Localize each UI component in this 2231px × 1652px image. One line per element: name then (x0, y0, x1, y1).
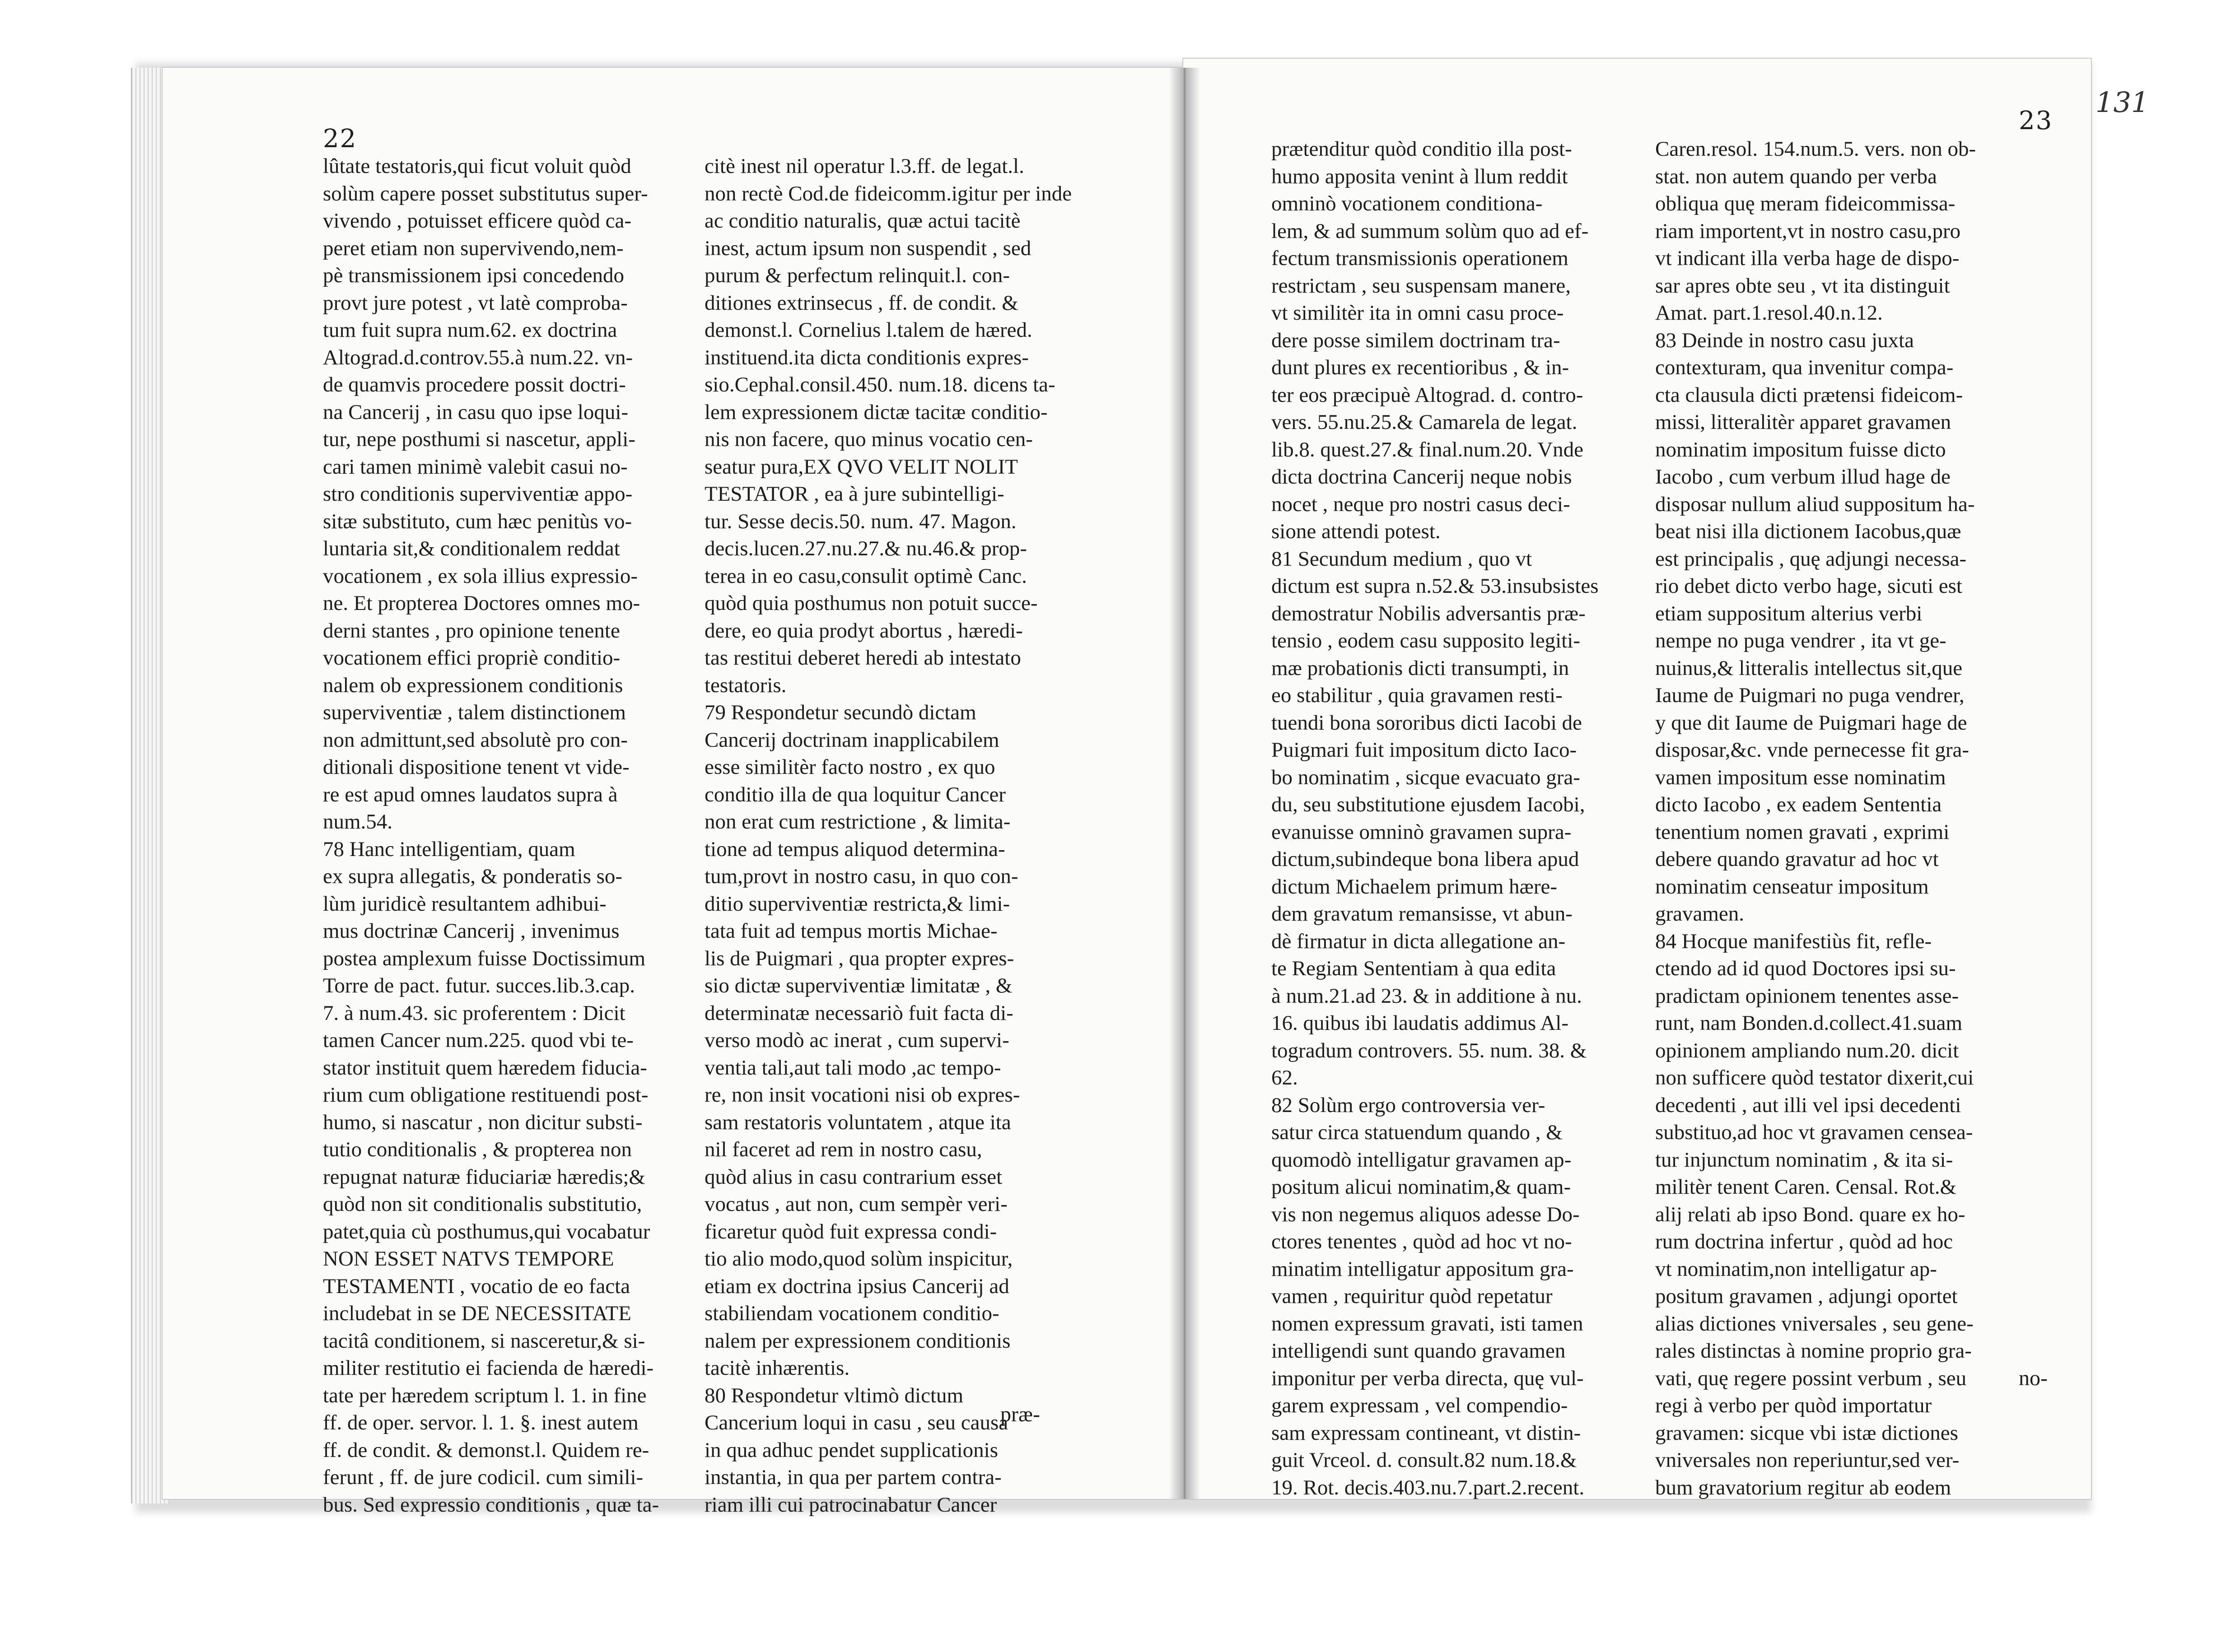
catchword-left: præ- (1000, 1402, 1040, 1426)
catchword-right: no- (2019, 1366, 2048, 1390)
column-text: Caren.resol. 154.num.5. vers. non ob- stat. non autem quando per verba obliqua quę meram fideicommissa- riam importent,vt in nostro casu,pro vt indicant illa verba hage de dispo- sar apres obte seu , vt ita distinguit Amat. part.1.resol.40.n.12. 83 Deinde in nostro casu juxta contexturam, qua invenitur compa- cta clausula dicti prætensi fideicom- missi, litteralitèr apparet gravamen nominatim impositum fuisse dicto Iacobo , cum verbum illud hage de disposar nullum aliud suppositum ha- beat nisi illa dictionem Iacobus,quæ est principalis , quę adjungi necessa- rio debet dicto verbo hage, sicuti est etiam suppositum alterius verbi nempe no puga vendrer , ita vt ge- nuinus,& litteralis intellectus sit,que Iaume de Puigmari no puga vendrer, y que dit Iaume de Puigmari hage de disposar,&c. vnde pernecesse fit gra- vamen impositum esse nominatim dicto Iacobo , ex eadem Sententia tenentium nomen gravati , exprimi debere quando gravatur ad hoc vt nominatim censeatur impositum gravamen. 84 Hocque manifestiùs fit, refle- ctendo ad id quod Doctores ipsi su- pradictam opinionem tenentes asse- runt, nam Bonden.d.collect.41.suam opinionem ampliando num.20. dicit non sufficere quòd testator dixerit,cui decedenti , aut illi vel ipsi decedenti substituo,ad hoc vt gravamen censea- tur injunctum nominatim , & ita si- militèr tenent Caren. Censal. Rot.& alij relati ab ipso Bond. quare ex ho- rum doctrina infertur , quòd ad hoc vt nominatim,non intelligatur ap- positum gravamen , adjungi oportet alias dictiones vniversales , seu gene- rales distinctas à nomine proprio gra- vati, quę regere possint verbum , seu regi à verbo per quòd importatur gravamen: sicque vbi istæ dictiones vniversales non reperiuntur,sed ver- bum gravatorium regitur ab eodem (1655, 137, 1976, 1499)
column-left-1 (323, 153, 689, 1517)
column-text: prætenditur quòd conditio illa post- humo apposita venint à llum reddit omninò vocationem conditiona- lem, & ad summum solùm quo ad ef- fectum transmissionis operationem restrictam , seu suspensam manere, vt similitèr ita in omni casu proce- dere posse similem doctrinam tra- dunt plures ex recentioribus , & in- ter eos præcipuè Altograd. d. contro- vers. 55.nu.25.& Camarela de legat. lib.8. quest.27.& final.num.20. Vnde dicta doctrina Cancerij neque nobis nocet , neque pro nostri casus deci- sione attendi potest. 81 Secundum medium , quo vt dictum est supra n.52.& 53.insubsistes demostratur Nobilis adversantis præ- tensio , eodem casu supposito legiti- mæ probationis dicti transumpti, in eo stabilitur , quia gravamen resti- tuendi bona sororibus dicti Iacobi de Puigmari fuit impositum dicto Iaco- bo nominatim , sicque evacuato gra- du, seu substitutione ejusdem Iacobi, evanuisse omninò gravamen supra- dictum,subindeque bona libera apud dictum Michaelem primum hære- dem gravatum remansisse, vt abun- dè firmatur in dicta allegatione an- te Regiam Sententiam à qua edita à num.21.ad 23. & in additione à nu. 16. quibus ibi laudatis addimus Al- togradum controvers. 55. num. 38. & 62. 82 Solùm ergo controversia ver- satur circa statuendum quando , & quomodò intelligatur gravamen ap- positum alicui nominatim,& quam- vis non negemus aliquos adesse Do- ctores tenentes , quòd ad hoc vt no- minatim intelligatur appositum gra- vamen , requiritur quòd repetatur nomen expressum gravati, isti tamen intelligendi sunt quando gravamen imponitur per verba directa, quę vul- garem expressam , vel compendio- sam expressam contineant, vt distin- guit Vrceol. d. consult.82 num.18.& 19. Rot. decis.403.nu.7.part.2.recent. (1271, 137, 1599, 1499)
column-right-2 (1655, 135, 2053, 1499)
column-text: citè inest nil operatur l.3.ff. de legat.l. non rectè Cod.de fideicomm.igitur per inde ac conditio naturalis, quæ actui tacitè inest, actum ipsum non suspendit , sed purum & perfectum relinquit.l. con- ditiones extrinsecus , ff. de condit. & demonst.l. Cornelius l.talem de hæred. instituend.ita dicta conditionis expres- sio.Cephal.consil.450. num.18. dicens ta- lem expressionem dictæ tacitæ conditio- nis non facere, quo minus vocatio cen- seatur pura,EX QVO VELIT NOLIT TESTATOR , ea à jure subintelligi- tur. Sesse decis.50. num. 47. Magon. decis.lucen.27.nu.27.& nu.46.& prop- terea in eo casu,consulit optimè Canc. quòd quia posthumus non potuit succe- dere, eo quia prodyt abortus , hæredi- tas restitui deberet heredi ab intestato testatoris. 79 Respondetur secundò dictam Cancerij doctrinam inapplicabilem esse similitèr facto nostro , ex quo conditio illa de qua loquitur Cancer non erat cum restrictione , & limita- tione ad tempus aliquod determina- tum,provt in nostro casu, in quo con- ditio superviventiæ restricta,& limi- tata fuit ad tempus mortis Michae- lis de Puigmari , qua propter expres- sio dictæ superviventiæ limitatæ , & determinatæ necessariò fuit facta di- verso modò ac inerat , cum supervi- ventia tali,aut tali modo ,ac tempo- re, non insit vocationi nisi ob expres- sam restatoris voluntatem , atque ita nil faceret ad rem in nostro casu, quòd alius in casu contrarium esset vocatus , aut non, cum sempèr veri- ficaretur quòd fuit expressa condi- tio alio modo,quod solùm inspicitur, etiam ex doctrina ipsius Cancerij ad stabiliendam vocationem conditio- nalem per expressionem conditionis tacitè inhærentis. 80 Respondetur vltimò dictum Cancerium loqui in casu , seu causa in qua adhuc pendet supplicationis instantia, in qua per partem contra- riam illi cui patrocinabatur Cancer (705, 154, 1072, 1517)
left-page-number: 22 (323, 124, 357, 154)
column-right-1 (1271, 135, 1633, 1499)
column-text: lûtate testatoris,qui ficut voluit quòd solùm capere posset substitutus super- vivendo , potuisset efficere quòd ca- peret etiam non supervivendo,nem- pè transmissionem ipsi concedendo provt jure potest , vt latè comproba- tum fuit supra num.62. ex doctrina Altograd.d.controv.55.à num.22. vn- de quamvis procedere possit doctri- na Cancerij , in casu quo ipse loqui- tur, nepe posthumi si nascetur, appli- cari tamen minimè valebit casui no- stro conditionis superviventiæ appo- sitæ substituto, cum hæc penitùs vo- luntaria sit,& conditionalem reddat vocationem , ex sola illius expressio- ne. Et propterea Doctores omnes mo- derni stantes , pro opinione tenente vocationem effici propriè conditio- nalem ob expressionem conditionis superviventiæ , talem distinctionem non admittunt,sed absolutè pro con- ditionali dispositione tenent vt vide- re est apud omnes laudatos supra à num.54. 78 Hanc intelligentiam, quam ex supra allegatis, & ponderatis so- lùm juridicè resultantem adhibui- mus doctrinæ Cancerij , invenimus postea amplexum fuisse Doctissimum Torre de pact. futur. succes.lib.3.cap. 7. à num.43. sic proferentem : Dicit tamen Cancer num.225. quod vbi te- stator instituit quem hæredem fiducia- rium cum obligatione restituendi post- humo, si nascatur , non dicitur substi- tutio conditionalis , & propterea non repugnat naturæ fiduciariæ hæredis;& quòd non sit conditionalis substitutio, patet,quia cù posthumus,qui vocabatur NON ESSET NATVS TEMPORE TESTAMENTI , vocatio de eo facta includebat in se DE NECESSITATE tacitâ conditionem, si nasceretur,& si- militer restitutio ei facienda de hæredi- tate per hæredem scriptum l. 1. in fine ff. de oper. servor. l. 1. §. inest autem ff. de condit. & demonst.l. Quidem re- ferunt , ff. de jure codicil. cum simili- bus. Sed expressio conditionis , quæ ta- (323, 154, 659, 1517)
handwritten-folio-number: 131 (2096, 86, 2149, 119)
book-gutter (1169, 68, 1200, 1499)
right-page-number: 23 (2019, 106, 2053, 135)
